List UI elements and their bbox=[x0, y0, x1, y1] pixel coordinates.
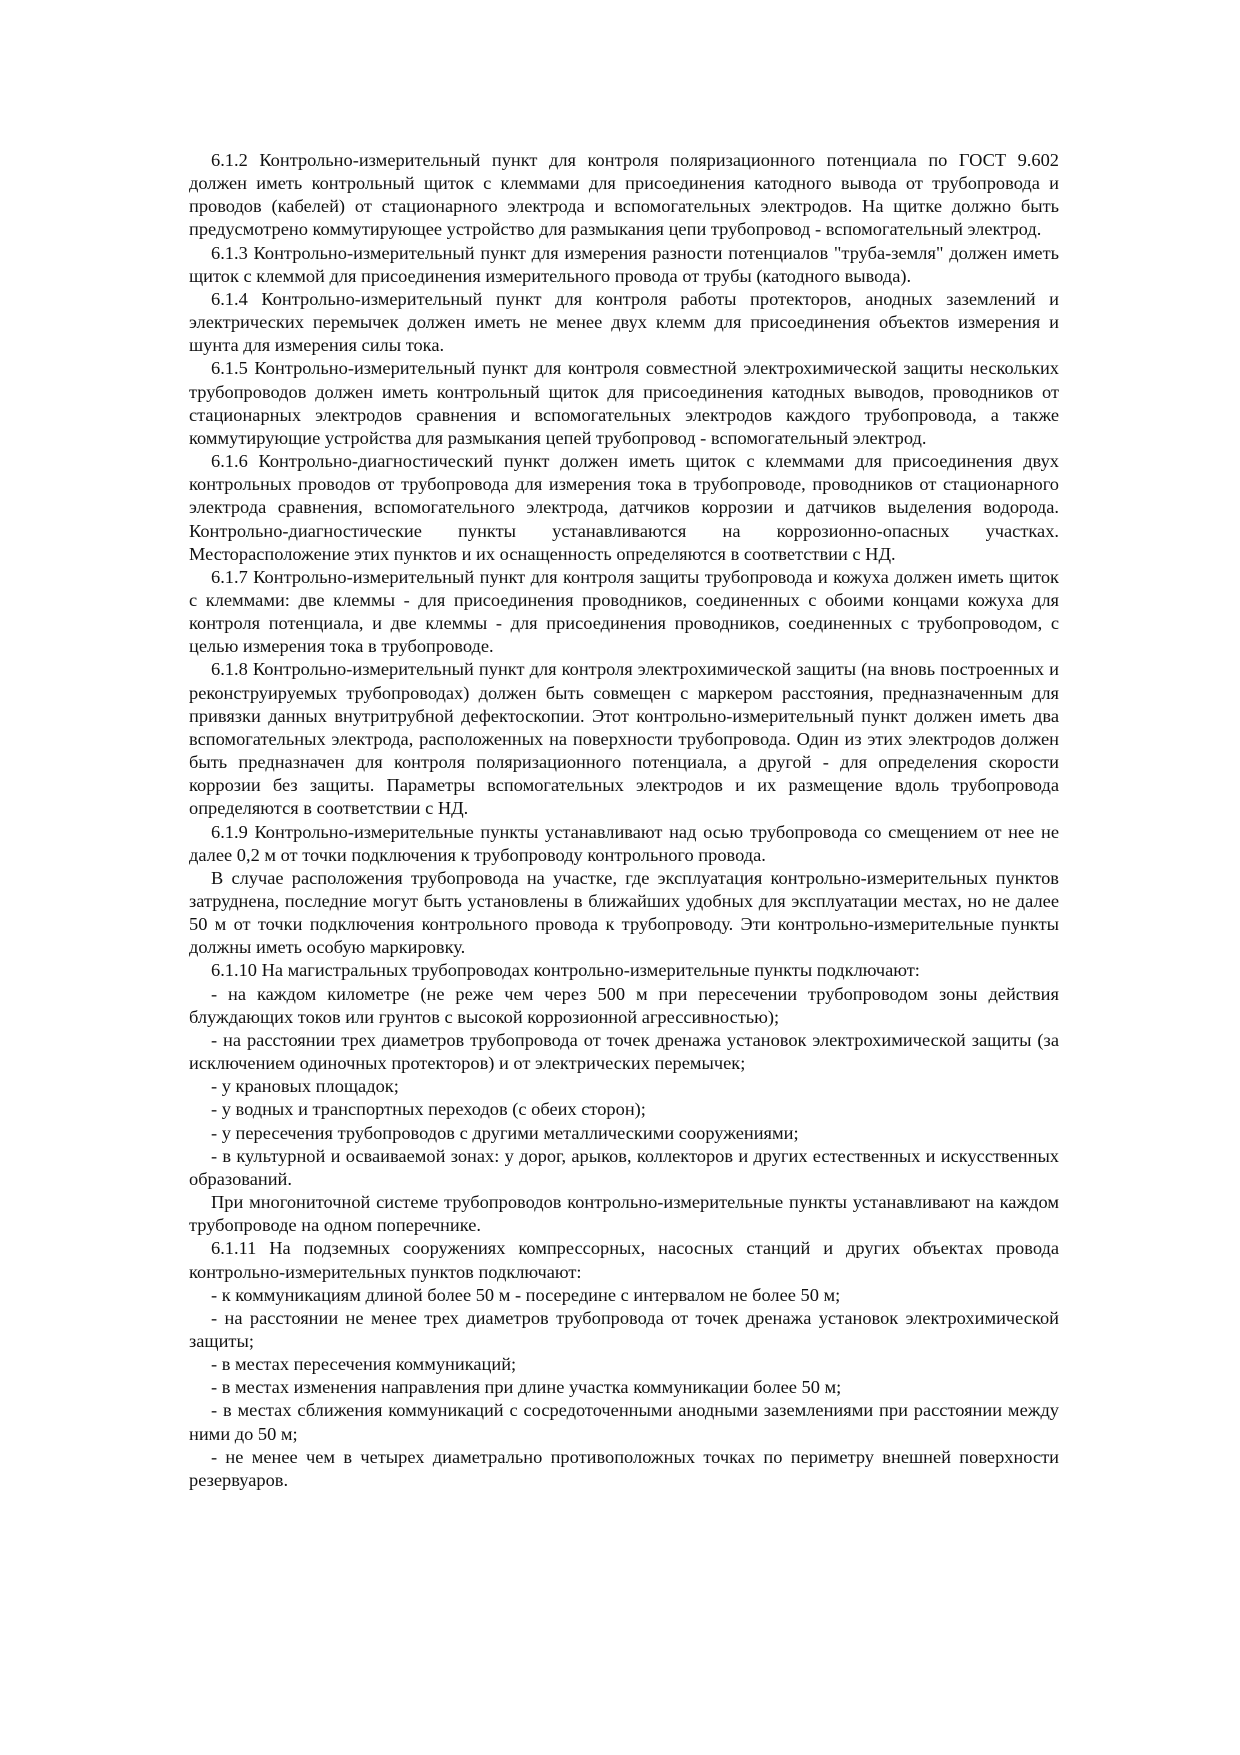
list-item: - в местах пересечения коммуникаций; bbox=[211, 1354, 517, 1375]
list-item: - у пересечения трубопроводов с другими металлическими сооружениями; bbox=[211, 1122, 799, 1143]
paragraph-6-1-5: 6.1.5 Контрольно-измерительный пункт для контроля совместной электрохимической защиты нескольких трубопроводов должен иметь контрольный щиток для присоединения катодных выводов, проводников от стационарных электродов сравнения и вспомогательных электродов каждого трубопровода, а также коммутирующие устройства для размыкания цепей трубопровод - вспомогательный электрод. bbox=[189, 358, 1059, 448]
list-item: - на каждом километре (не реже чем через 500 м при пересечении трубопроводом зоны действия блуждающих токов или грунтов с высокой коррозионной агрессивностью); bbox=[189, 983, 1059, 1027]
list-item: - в культурной и осваиваемой зонах: у дорог, арыков, коллекторов и других естественных и искусственных образований. bbox=[189, 1145, 1059, 1189]
paragraph-6-1-11: 6.1.11 На подземных сооружениях компрессорных, насосных станций и других объектах провода контрольно-измерительных пунктов подключают: bbox=[189, 1238, 1059, 1282]
paragraph-6-1-8: 6.1.8 Контрольно-измерительный пункт для контроля электрохимической защиты (на вновь построенных и реконструируемых трубопроводах) должен быть совмещен с маркером расстояния, предназначенным для привязки данных внутритрубной дефектоскопии. Этот контрольно-измерительный пункт должен иметь два вспомогательных электрода, расположенных на поверхности трубопровода. Один из этих электродов должен быть предназначен для контроля поляризационного потенциала, а другой - для определения скорости коррозии без защиты. Параметры вспомогательных электродов и их размещение вдоль трубопровода определяются в соответствии с НД. bbox=[189, 659, 1059, 819]
list-item: - к коммуникациям длиной более 50 м - посередине с интервалом не более 50 м; bbox=[211, 1284, 841, 1305]
paragraph-6-1-10: 6.1.10 На магистральных трубопроводах контрольно-измерительные пункты подключают: bbox=[211, 960, 920, 981]
paragraph-6-1-9: 6.1.9 Контрольно-измерительные пункты устанавливают над осью трубопровода со смещением от нее не далее 0,2 м от точки подключения к трубопроводу контрольного провода. bbox=[189, 821, 1059, 865]
paragraph-6-1-7: 6.1.7 Контрольно-измерительный пункт для контроля защиты трубопровода и кожуха должен иметь щиток с клеммами: две клеммы - для присоединения проводников, соединенных с обоими концами кожуха для контроля потенциала, и две клеммы - для присоединения проводников, соединенных с трубопроводом, с целью измерения тока в трубопроводе. bbox=[189, 566, 1059, 657]
paragraph-6-1-9-note: В случае расположения трубопровода на участке, где эксплуатация контрольно-измерительных пунктов затруднена, последние могут быть установлены в ближайших удобных для эксплуатации местах, но не далее 50 м от точки подключения контрольного провода к трубопроводу. Эти контрольно-измерительные пункты должны иметь особую маркировку. bbox=[189, 867, 1059, 958]
list-item: - на расстоянии не менее трех диаметров трубопровода от точек дренажа установок электрохимической защиты; bbox=[189, 1307, 1059, 1351]
list-item: - не менее чем в четырех диаметрально противоположных точках по периметру внешней поверхности резервуаров. bbox=[189, 1446, 1059, 1490]
paragraph-6-1-4: 6.1.4 Контрольно-измерительный пункт для контроля работы протекторов, анодных заземлений и электрических перемычек должен иметь не менее двух клемм для присоединения объектов измерения и шунта для измерения силы тока. bbox=[189, 288, 1059, 356]
paragraph-multiline-system: При многониточной системе трубопроводов контрольно-измерительные пункты устанавливают на каждом трубопроводе на одном поперечнике. bbox=[189, 1192, 1059, 1236]
document-body bbox=[189, 149, 1059, 1492]
paragraph-6-1-6: 6.1.6 Контрольно-диагностический пункт должен иметь щиток с клеммами для присоединения двух контрольных проводов от трубопровода для измерения тока в трубопроводе, проводников от стационарного электрода сравнения, вспомогательного электрода, датчиков коррозии и датчиков выделения водорода. Контрольно-диагностические пункты устанавливаются на коррозионно-опасных участках. Месторасположение этих пунктов и их оснащенность определяются в соответствии с НД. bbox=[189, 451, 1059, 564]
list-item: - в местах изменения направления при длине участка коммуникации более 50 м; bbox=[211, 1377, 842, 1398]
paragraph-6-1-2: 6.1.2 Контрольно-измерительный пункт для контроля поляризационного потенциала по ГОСТ 9.602 должен иметь контрольный щиток с клеммами для присоединения катодного вывода от трубопровода и проводов (кабелей) от стационарного электрода и вспомогательных электродов. На щитке должно быть предусмотрено коммутирующее устройство для размыкания цепи трубопровод - вспомогательный электрод. bbox=[189, 150, 1059, 240]
list-item: - у водных и транспортных переходов (с обеих сторон); bbox=[211, 1099, 646, 1120]
list-item: - у крановых площадок; bbox=[211, 1076, 399, 1097]
list-item: - на расстоянии трех диаметров трубопровода от точек дренажа установок электрохимической защиты (за исключением одиночных протекторов) и от электрических перемычек; bbox=[189, 1029, 1059, 1074]
list-item: - в местах сближения коммуникаций с сосредоточенными анодными заземлениями при расстоянии между ними до 50 м; bbox=[189, 1400, 1059, 1444]
paragraph-6-1-3: 6.1.3 Контрольно-измерительный пункт для измерения разности потенциалов "труба-земля" должен иметь щиток с клеммой для присоединения измерительного провода от трубы (катодного вывода). bbox=[189, 242, 1059, 286]
